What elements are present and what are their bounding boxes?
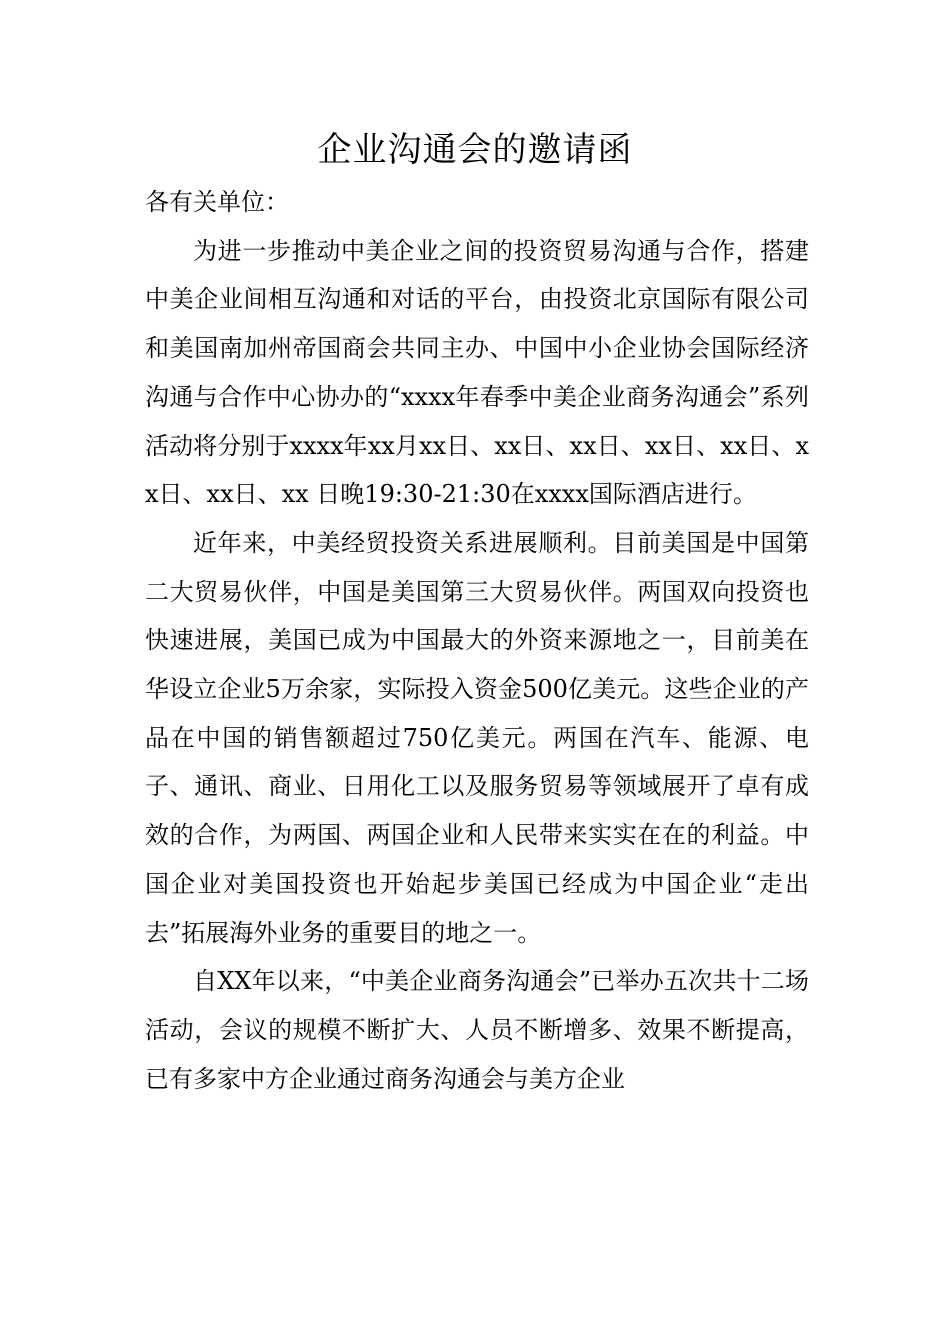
salutation: 各有关单位： [145, 188, 289, 216]
document-title: 企业沟通会的邀请函 [317, 130, 633, 170]
paragraph-3: 自XX年以来，“中美企业商务沟通会”已举办五次共十二场活动，会议的规模不断扩大、人员不断增多、效果不断提高，已有多家中方企业通过商务沟通会与美方企业 [145, 967, 809, 1093]
paragraph-1: 为进一步推动中美企业之间的投资贸易沟通与合作，搭建中美企业间相互沟通和对话的平台，由投资北京国际有限公司和美国南加州帝国商会共同主办、中国中小企业协会国际经济沟通与合作中心协办的“xxxx年春季中美企业商务沟通会”系列活动将分别于xxxx年xx月xx日、xx日、xx日、xx日、xx日、xx日、xx日、xx 日晚19:30-21:30在xxxx国际酒店进行。 [145, 236, 809, 509]
paragraph-2: 近年来，中美经贸投资关系进展顺利。目前美国是中国第二大贸易伙伴，中国是美国第三大贸易伙伴。两国双向投资也快速进展，美国已成为中国最大的外资来源地之一，目前美在华设立企业5万余家，实际投入资金500亿美元。这些企业的产品在中国的销售额超过750亿美元。两国在汽车、能源、电子、通讯、商业、日用化工以及服务贸易等领域展开了卓有成效的合作，为两国、两国企业和人民带来实实在在的利益。中国企业对美国投资也开始起步美国已经成为中国企业“走出去”拓展海外业务的重要目的地之一。 [145, 528, 809, 947]
document-body [145, 178, 809, 1103]
